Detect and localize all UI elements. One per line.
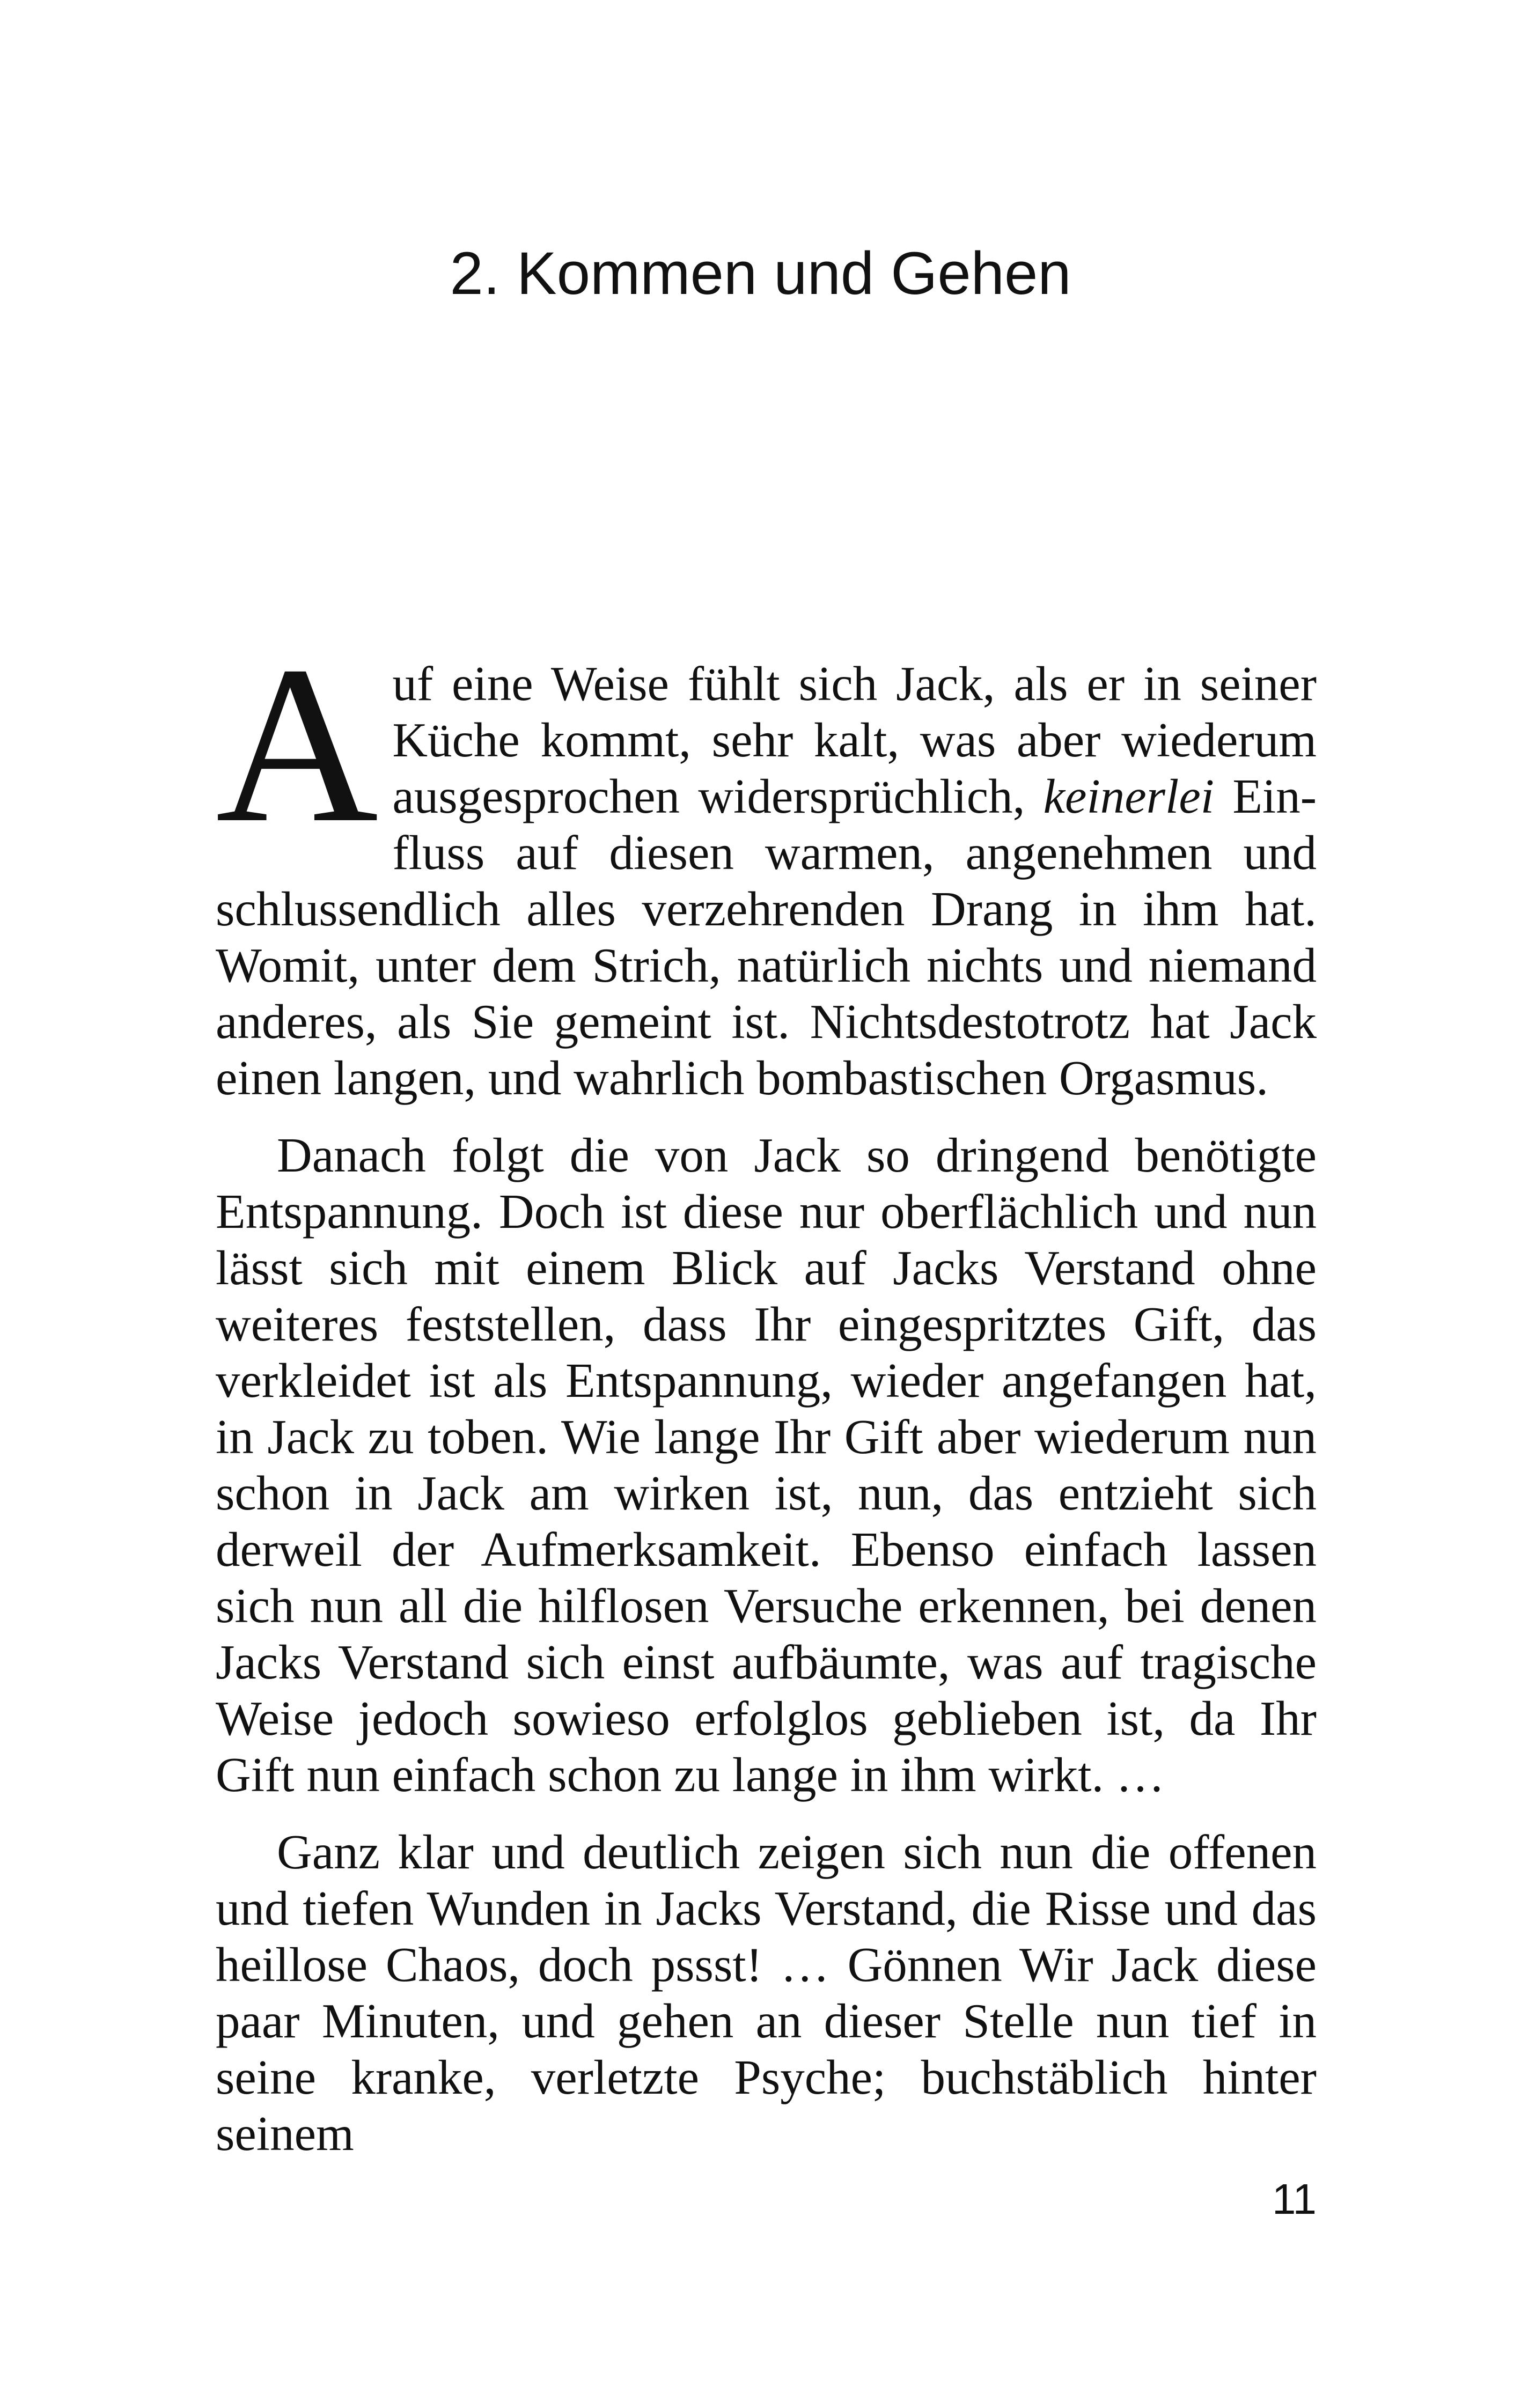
paragraph-3: Ganz klar und deutlich zeigen sich nun die offenen und tiefen Wunden in Jacks Verstand, die Risse und das heillose Chaos, doch pssst! … Gönnen Wir Jack diese paar Minuten, und gehen an dieser Stelle nun tief in seine kranke, verletzte Psyche; buchstäblich hinter seinem	[216, 1825, 1317, 2161]
body-text	[216, 620, 1317, 2162]
paragraph-2: Danach folgt die von Jack so dringend benötigte Entspannung. Doch ist diese nur oberflächlich und nun lässt sich mit einem Blick auf Jacks Verstand ohne weiteres feststellen, dass Ihr eingespritztes Gift, das verkleidet ist als Entspannung, wieder angefangen hat, in Jack zu toben. Wie lange Ihr Gift aber wiederum nun schon in Jack am wirken ist, nun, das entzieht sich derweil der Aufmerksamkeit. Ebenso einfach lassen sich nun all die hilflosen Versuche erkennen, bei denen Jacks Verstand sich einst aufbäumte, was auf tragische Weise jedoch sowieso erfolglos geblieben ist, da Ihr Gift nun einfach schon zu lange in ihm wirkt. …	[216, 1128, 1317, 1802]
paragraph-1-text-end: Einfluss auf diesen warmen, angenehmen und schlussendlich alles verzehrenden Drang in ihm hat. Womit, unter dem Strich, natürlich nichts und niemand anderes, als Sie gemeint ist. Nichtsdestotrotz hat Jack einen langen, und wahrlich bombastischen Orgasmus.	[216, 769, 1317, 1105]
page-number: 11	[1272, 2175, 1317, 2223]
paragraph-1	[216, 620, 1317, 1106]
chapter-title: 2. Kommen und Gehen	[450, 240, 1071, 307]
paragraph-1-text-start: uf eine Weise fühlt sich Jack, als er in seiner Küche kommt, sehr kalt, was aber wiederum ausgesprochen widersprüchlich,	[392, 657, 1317, 823]
emphasized-word: keinerlei	[1043, 769, 1214, 823]
drop-cap: A	[216, 620, 379, 869]
